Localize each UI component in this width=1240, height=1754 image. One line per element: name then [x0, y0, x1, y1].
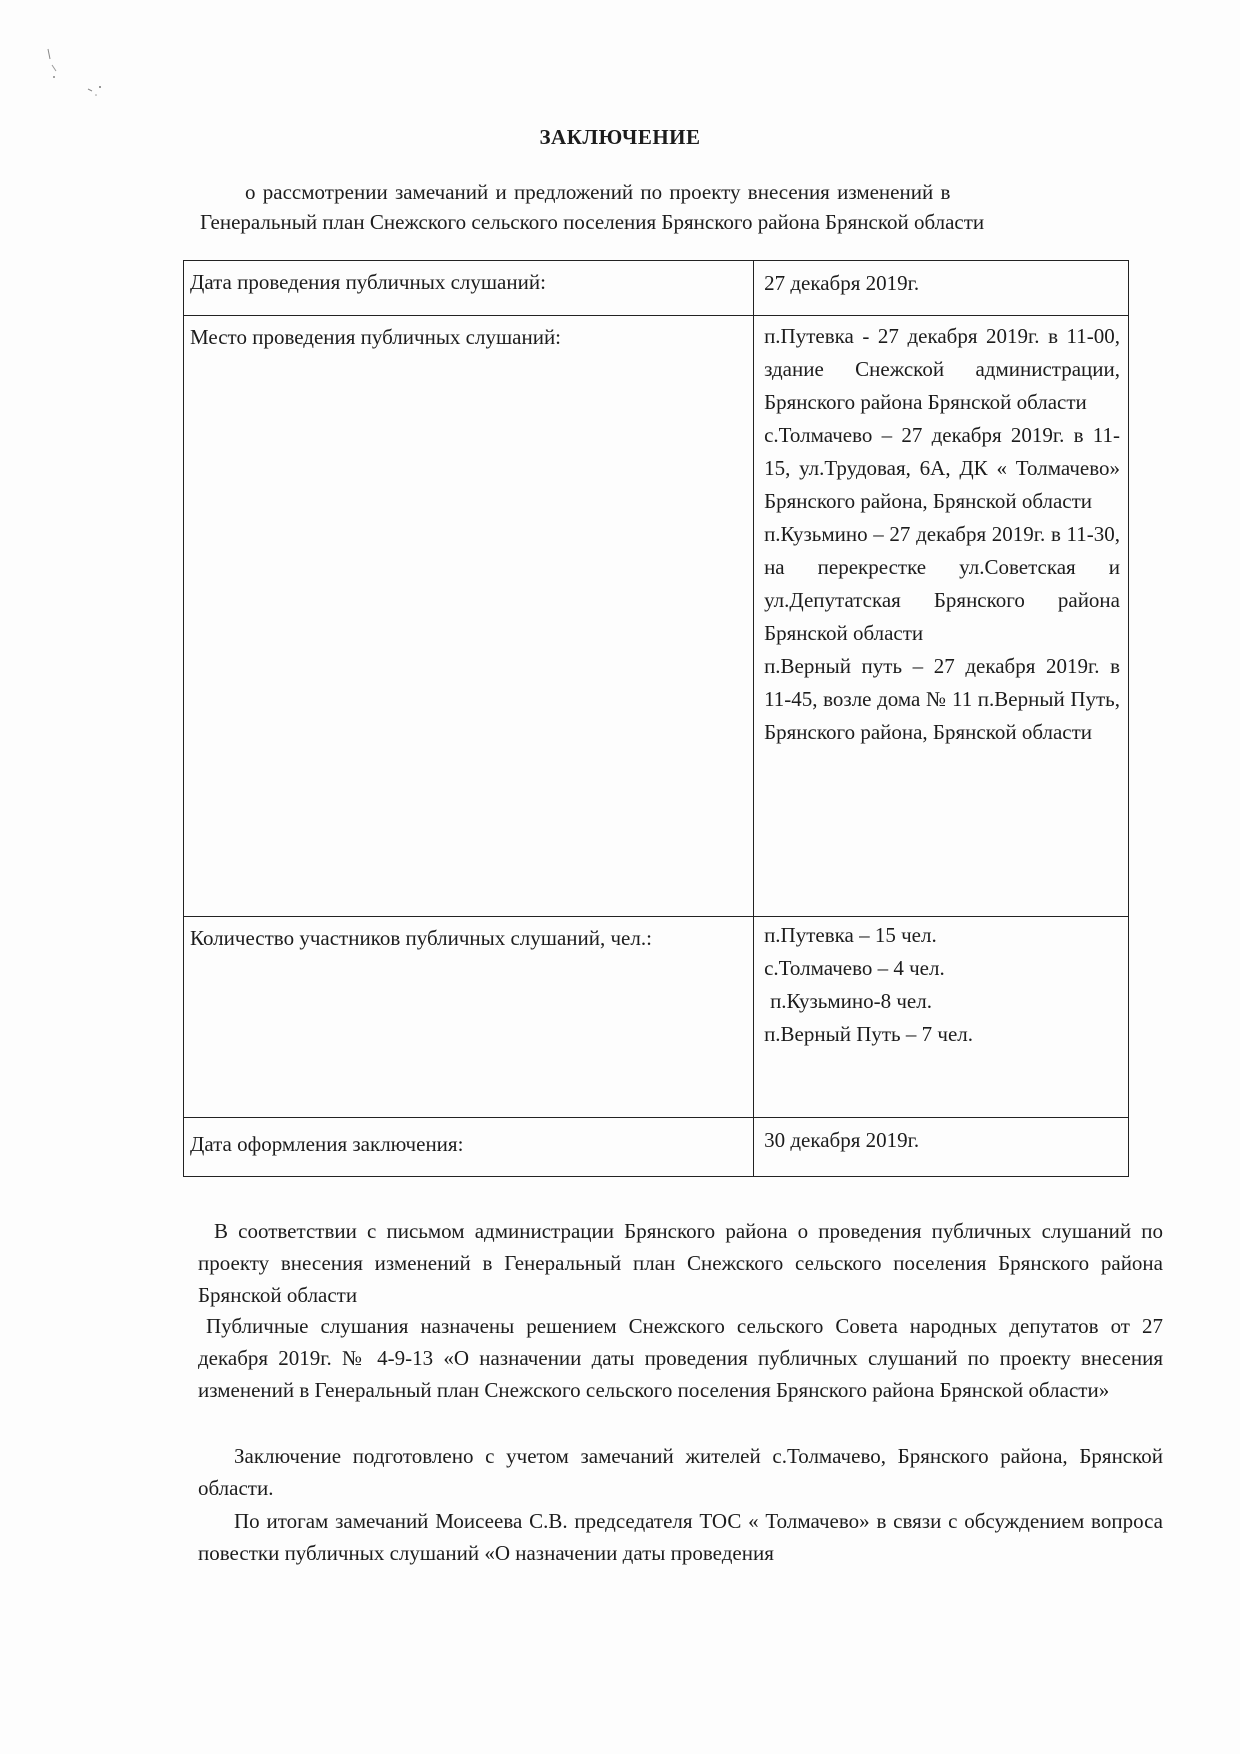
- table-cell-label: [184, 261, 754, 316]
- paragraph-conclusion-basis: Заключение подготовлено с учетом замечаний жителей с.Толмачево, Брянского района, Брянской области.: [198, 1444, 1163, 1500]
- paragraph-letter-reference: В соответствии с письмом администрации Брянского района о проведения публичных слушаний по проекту внесения изменений в Генеральный план Снежского сельского поселения Брянского района Брянской области: [198, 1219, 1163, 1307]
- conclusion-date-label: Дата оформления заключения:: [190, 1132, 464, 1156]
- table-row-hearing-date: [184, 261, 1129, 316]
- hearing-place-label: Место проведения публичных слушаний:: [190, 325, 562, 349]
- table-cell-value: [754, 1118, 1129, 1177]
- table-row-conclusion-date: [184, 1118, 1129, 1177]
- document-title: ЗАКЛЮЧЕНИЕ: [539, 125, 701, 149]
- table-row-hearing-place: [184, 316, 1129, 917]
- table-cell-label: [184, 917, 754, 1118]
- paragraph-remarks-results: По итогам замечаний Моисеева С.В. председателя ТОС « Толмачево» в связи с обсуждением вопроса повестки публичных слушаний «О назначении даты проведения: [198, 1509, 1163, 1565]
- place-verny-put: п.Верный путь – 27 декабря 2019г. в 11-45, возле дома № 11 п.Верный Путь, Брянского района, Брянской области: [764, 654, 1120, 744]
- hearing-date-label: Дата проведения публичных слушаний:: [190, 270, 546, 294]
- count-tolmachevo: с.Толмачево – 4 чел.: [764, 956, 945, 980]
- table-cell-value: [754, 261, 1129, 316]
- count-kuzmino: п.Кузьмино-8 чел.: [770, 989, 932, 1013]
- place-putevka: п.Путевка - 27 декабря 2019г. в 11-00, здание Снежской администрации, Брянского района Брянской области: [764, 324, 1120, 414]
- table-cell-value: [754, 316, 1129, 917]
- paragraph-hearings-decision: Публичные слушания назначены решением Снежского сельского Совета народных депутатов от 27 декабря 2019г. № 4-9-13 «О назначении даты проведения публичных слушаний по проекту внесения изменений в Генеральный план Снежского сельского поселения Брянского района Брянской области»: [198, 1314, 1163, 1402]
- table-cell-value: [754, 917, 1129, 1118]
- count-putevka: п.Путевка – 15 чел.: [764, 923, 937, 947]
- count-verny-put: п.Верный Путь – 7 чел.: [764, 1022, 973, 1046]
- hearing-date-value: 27 декабря 2019г.: [764, 271, 920, 295]
- table-cell-label: [184, 1118, 754, 1177]
- place-kuzmino: п.Кузьмино – 27 декабря 2019г. в 11-30, на перекрестке ул.Советская и ул.Депутатская Брянского района Брянской области: [764, 522, 1120, 645]
- hearings-info-table: [183, 260, 1129, 1177]
- table-row-participants-count: [184, 917, 1129, 1118]
- document-subtitle-line-1: о рассмотрении замечаний и предложений по проекту внесения изменений в: [245, 180, 951, 204]
- document-subtitle-line-2: Генеральный план Снежского сельского поселения Брянского района Брянской области: [200, 210, 985, 234]
- participants-count-label: Количество участников публичных слушаний, чел.:: [190, 926, 652, 950]
- table-cell-label: [184, 316, 754, 917]
- conclusion-date-value: 30 декабря 2019г.: [764, 1128, 920, 1152]
- scan-artifact-marks: [40, 45, 130, 115]
- place-tolmachevo: с.Толмачево – 27 декабря 2019г. в 11-15, ул.Трудовая, 6А, ДК « Толмачево» Брянского района, Брянской области: [764, 423, 1120, 513]
